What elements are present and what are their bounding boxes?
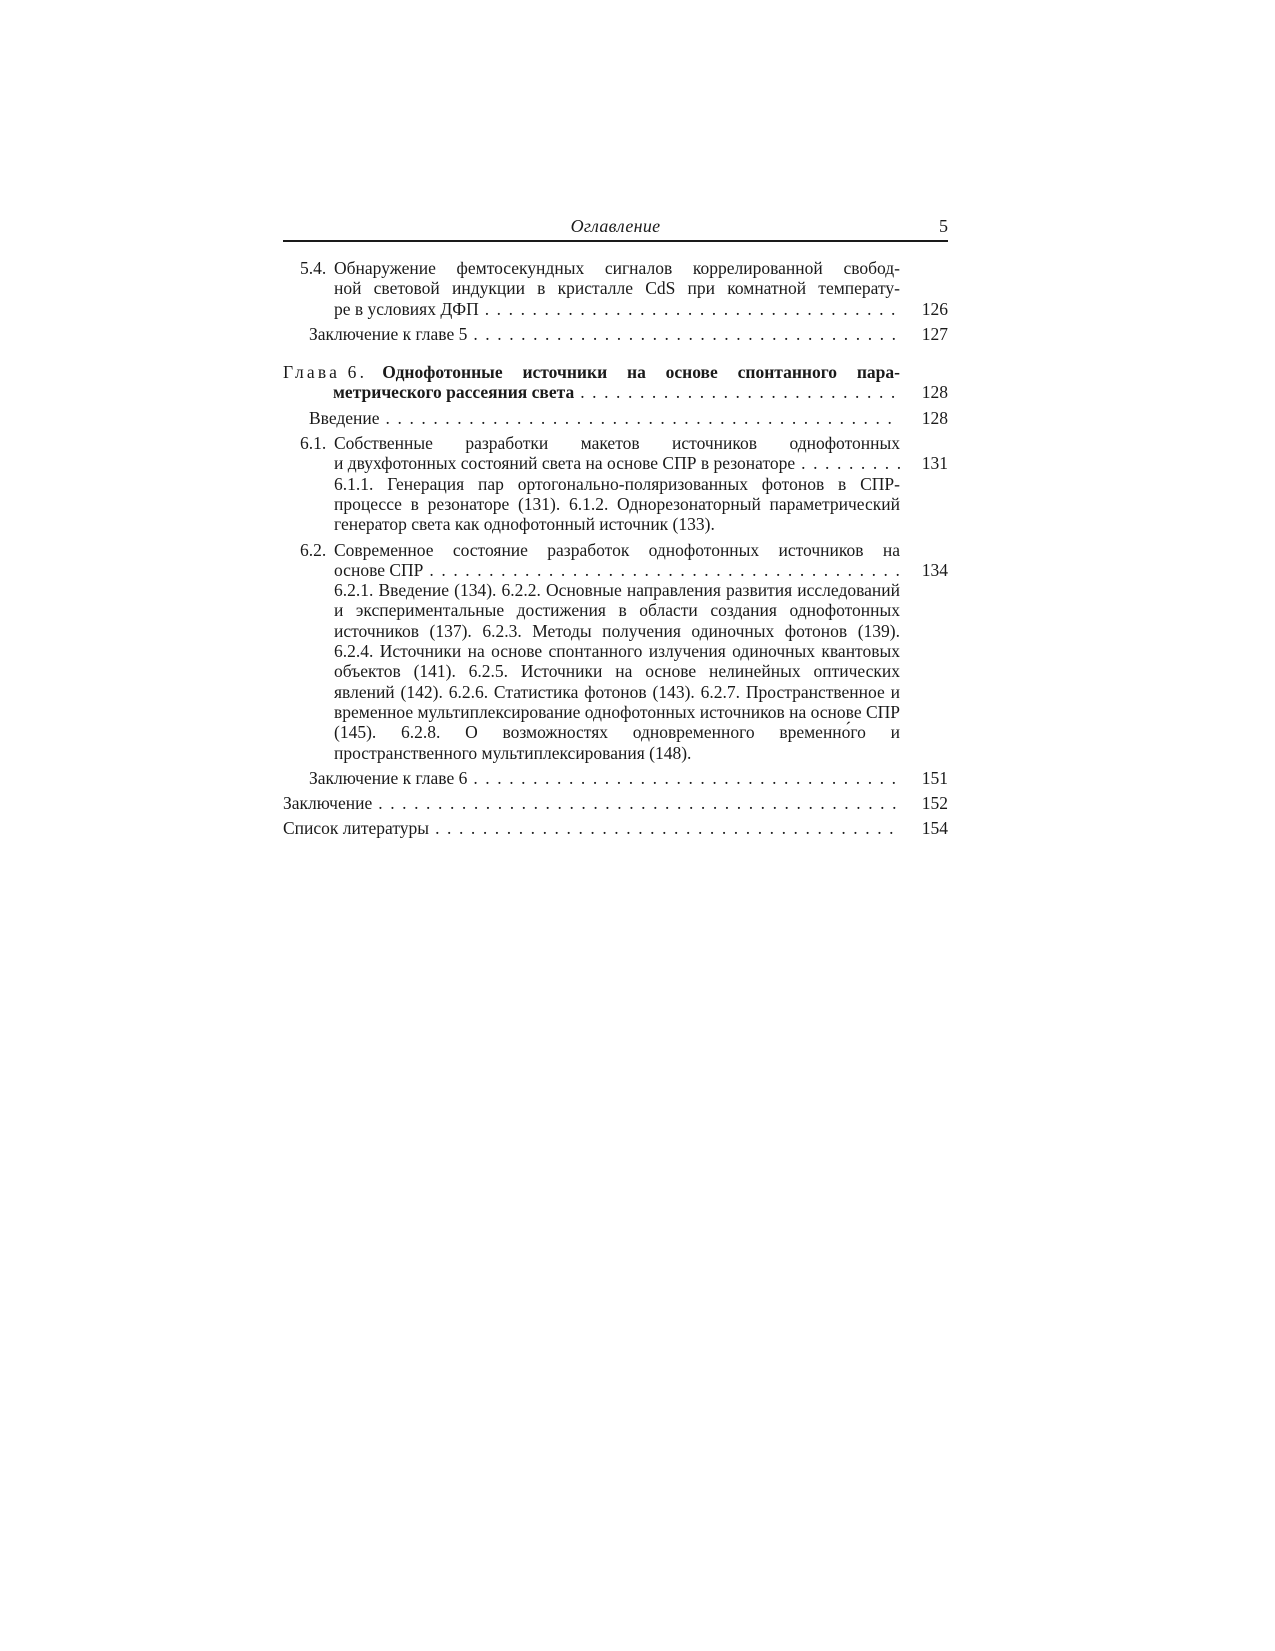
toc-entry-6-1[interactable] bbox=[300, 433, 948, 534]
toc-page bbox=[283, 212, 948, 839]
entry-title-line: Обнаружение фемтосекундных сигналов коррелированной свобод- bbox=[334, 258, 900, 278]
page-ref: 154 bbox=[921, 818, 948, 839]
page-ref: 127 bbox=[921, 323, 948, 344]
entry-title-line: основе СПР bbox=[334, 559, 424, 580]
entry-title-line: Собственные разработки макетов источников однофотонных bbox=[334, 433, 900, 454]
table-of-contents bbox=[283, 258, 948, 839]
entry-title: Заключение к главе 6 bbox=[309, 767, 468, 788]
chapter-label: Глава 6. bbox=[283, 362, 368, 383]
page-ref: 151 bbox=[921, 767, 948, 788]
toc-entry-6-2[interactable] bbox=[300, 540, 948, 763]
page-ref: 131 bbox=[921, 453, 948, 474]
leader-dots bbox=[467, 324, 900, 344]
chapter-title-line: метрического рассеяния света bbox=[333, 382, 575, 403]
chapter-title-line: Однофотонные источники на основе спонтанного пара- bbox=[382, 362, 900, 383]
leader-dots bbox=[429, 818, 900, 838]
subsections-text: 6.2.1. Введение (134). 6.2.2. Основные направления развития исследований и экспериментальные достижения в области создания однофотонных источников (137). 6.2.3. Методы получения одиночных фотонов (139). 6.2.4. Источники на основе спонтанного излучения одиночных квантовых объектов (141). 6.2.5. Источники на основе нелинейных оптических явлений (142). 6.2.6. Статистика фотонов (143). 6.2.7. Пространственное и временное мультиплексирование однофотонных источников на основе СПР (145). 6.2.8. О возможностях одновременного временно́го и пространственного мультиплексирования (148). bbox=[334, 580, 901, 763]
leader-dots bbox=[467, 768, 900, 788]
entry-title: Заключение к главе 5 bbox=[309, 323, 468, 344]
toc-entry-chapter-6[interactable] bbox=[283, 362, 948, 403]
page-ref: 134 bbox=[921, 559, 948, 580]
entry-title-line: ной световой индукции в кристалле CdS при комнатной температу- bbox=[334, 278, 900, 299]
entry-title: Список литературы bbox=[283, 818, 430, 839]
leader-dots bbox=[479, 299, 900, 319]
page-ref: 128 bbox=[921, 382, 948, 403]
leader-dots bbox=[380, 408, 900, 428]
running-title: Оглавление bbox=[570, 216, 661, 236]
entry-title: Заключение bbox=[283, 793, 373, 814]
entry-title-line: Современное состояние разработок однофотонных источников на bbox=[334, 539, 900, 560]
entry-title-line: и двухфотонных состояний света на основе СПР в резонаторе bbox=[334, 453, 796, 474]
page-number: 5 bbox=[939, 216, 948, 236]
leader-dots bbox=[423, 560, 900, 580]
toc-entry-5-4[interactable] bbox=[300, 258, 948, 319]
running-header bbox=[283, 212, 948, 242]
toc-entry-conclusion[interactable] bbox=[283, 793, 948, 813]
leader-dots bbox=[574, 382, 900, 402]
page-ref: 128 bbox=[921, 407, 948, 428]
entry-title-line: ре в условиях ДФП bbox=[334, 298, 479, 319]
page-ref: 126 bbox=[921, 298, 948, 319]
page-ref: 152 bbox=[921, 793, 948, 814]
toc-entry-conclusion-5[interactable] bbox=[309, 324, 948, 344]
entry-title: Введение bbox=[309, 407, 380, 428]
toc-entry-introduction-6[interactable] bbox=[309, 408, 948, 428]
subsections-text: 6.1.1. Генерация пар ортогонально-поляризованных фотонов в СПР-процессе в резонаторе (131). 6.1.2. Однорезонаторный параметрический генератор света как однофотонный источник (133). bbox=[334, 473, 900, 535]
section-number: 6.2. bbox=[300, 539, 327, 560]
section-number: 6.1. bbox=[300, 433, 327, 454]
toc-entry-conclusion-6[interactable] bbox=[309, 768, 948, 788]
toc-entry-references[interactable] bbox=[283, 818, 948, 838]
leader-dots bbox=[372, 793, 900, 813]
section-number: 5.4. bbox=[300, 258, 327, 278]
leader-dots bbox=[795, 453, 900, 473]
